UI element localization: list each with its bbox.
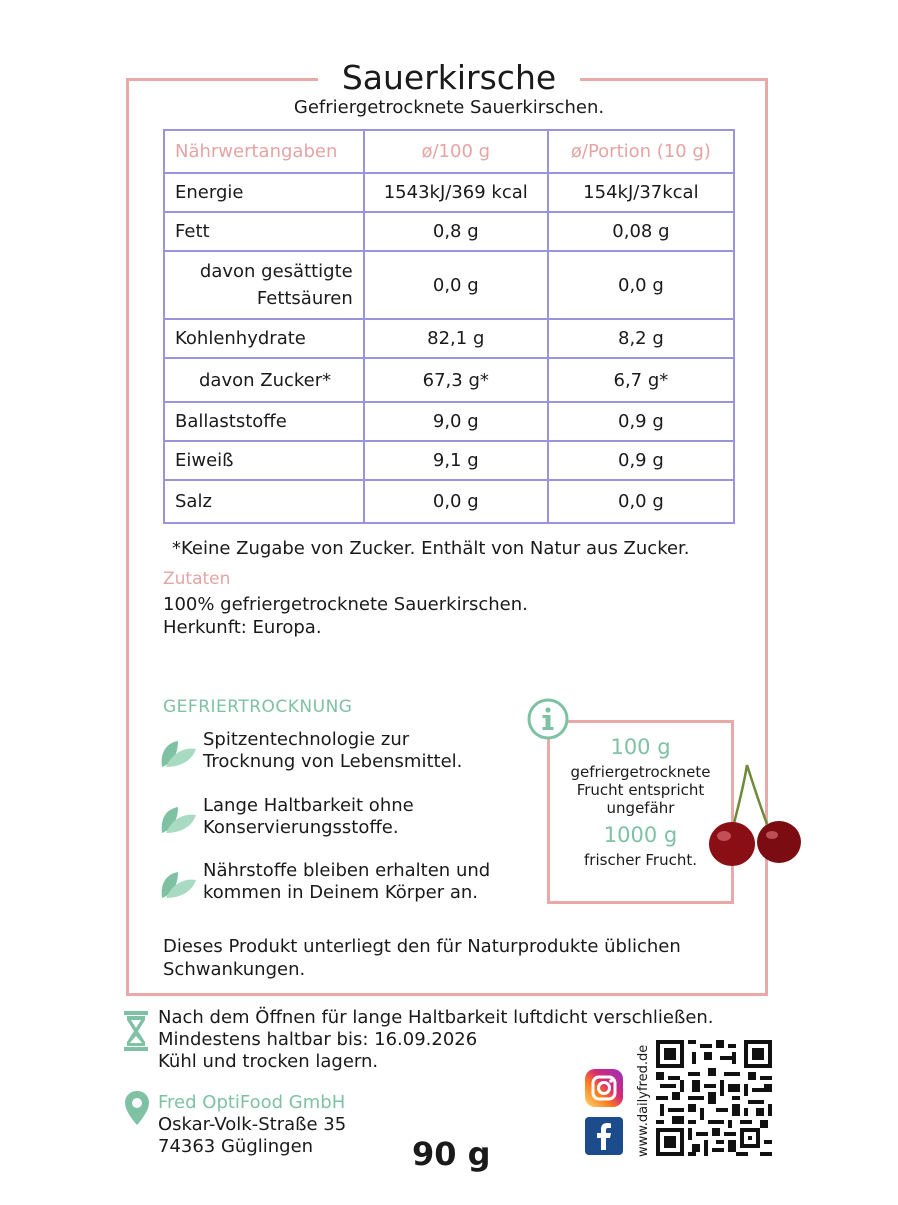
row-label-line1: davon gesättigte: [199, 261, 353, 282]
info-text-line2: Frucht entspricht: [576, 781, 705, 799]
info-amount-fresh: 1000 g: [603, 823, 678, 847]
table-row: [164, 358, 734, 402]
header-per-100g: ø/100 g: [364, 130, 548, 173]
table-row: [164, 173, 734, 212]
row-portion: 0,0 g: [548, 251, 734, 319]
disclaimer: [163, 935, 763, 981]
table-row: [164, 402, 734, 441]
header-nutrition: Nährwertangaben: [164, 130, 364, 173]
row-portion: 6,7 g*: [548, 358, 734, 402]
info-text-line3: ungefähr: [606, 799, 675, 817]
row-label: Energie: [164, 173, 364, 212]
leaf-icon: [158, 799, 198, 835]
table-row: [164, 480, 734, 523]
header-per-portion: ø/Portion (10 g): [548, 130, 734, 173]
row-portion: 0,0 g: [548, 480, 734, 523]
row-label: Kohlenhydrate: [164, 319, 364, 358]
feature-line2: kommen in Deinem Körper an.: [203, 882, 478, 903]
hourglass-icon: [123, 1010, 149, 1052]
row-per100: 0,0 g: [364, 251, 548, 319]
row-per100: 82,1 g: [364, 319, 548, 358]
instagram-icon[interactable]: [584, 1068, 624, 1108]
row-label-line2: Fettsäuren: [256, 288, 353, 309]
table-header-row: [164, 130, 734, 173]
product-title: Sauerkirsche: [318, 56, 580, 100]
row-label: [164, 251, 364, 319]
row-portion: 154kJ/37kcal: [548, 173, 734, 212]
row-portion: 0,08 g: [548, 212, 734, 251]
row-per100: 67,3 g*: [364, 358, 548, 402]
row-per100: 1543kJ/369 kcal: [364, 173, 548, 212]
row-label: Eiweiß: [164, 441, 364, 480]
nutrition-table: [163, 129, 735, 524]
info-icon: [526, 697, 570, 741]
best-before: Mindestens haltbar bis: 16.09.2026: [158, 1029, 478, 1050]
feature-line2: Trocknung von Lebensmittel.: [203, 751, 463, 772]
feature-line1: Lange Haltbarkeit ohne: [203, 795, 414, 816]
row-label: davon Zucker*: [164, 358, 364, 402]
freeze-drying-heading: GEFRIERTROCKNUNG: [163, 697, 353, 717]
product-subtitle: Gefriergetrocknete Sauerkirschen.: [293, 97, 605, 118]
info-text-fresh: frischer Frucht.: [584, 851, 697, 869]
table-row: [164, 319, 734, 358]
disclaimer-line1: Dieses Produkt unterliegt den für Naturprodukte üblichen: [163, 936, 681, 957]
row-portion: 0,9 g: [548, 402, 734, 441]
feature-line1: Nährstoffe bleiben erhalten und: [203, 860, 491, 881]
row-label: Ballaststoffe: [164, 402, 364, 441]
sugar-footnote: *Keine Zugabe von Zucker. Enthält von Natur aus Zucker.: [172, 538, 690, 559]
row-per100: 9,1 g: [364, 441, 548, 480]
row-portion: 8,2 g: [548, 319, 734, 358]
row-per100: 0,8 g: [364, 212, 548, 251]
row-label: Fett: [164, 212, 364, 251]
feature-line1: Spitzentechnologie zur: [203, 729, 410, 750]
info-text-line1: gefriergetrocknete: [570, 763, 711, 781]
row-per100: 0,0 g: [364, 480, 548, 523]
table-row: [164, 212, 734, 251]
leaf-icon: [158, 864, 198, 900]
row-label: Salz: [164, 480, 364, 523]
disclaimer-line2: Schwankungen.: [163, 959, 306, 980]
qr-code[interactable]: [656, 1040, 772, 1156]
company-street: Oskar-Volk-Straße 35: [158, 1114, 347, 1135]
company-address: [158, 1092, 346, 1158]
website-url[interactable]: www.dailyfred.de: [636, 1044, 651, 1157]
company-city: 74363 Güglingen: [158, 1136, 314, 1157]
origin-text: Herkunft: Europa.: [163, 617, 322, 638]
net-weight: 90 g: [412, 1135, 491, 1173]
table-row: [164, 251, 734, 319]
info-amount-dried: 100 g: [610, 735, 671, 759]
ingredients-text: 100% gefriergetrocknete Sauerkirschen.: [163, 594, 528, 615]
feature-line2: Konservierungsstoffe.: [203, 817, 399, 838]
storage-line3: Kühl und trocken lagern.: [158, 1051, 379, 1072]
storage-instructions: [158, 1007, 714, 1073]
company-name: Fred OptiFood GmbH: [158, 1092, 346, 1113]
row-per100: 9,0 g: [364, 402, 548, 441]
facebook-icon[interactable]: [584, 1116, 624, 1156]
storage-line1: Nach dem Öffnen für lange Haltbarkeit luftdicht verschließen.: [158, 1007, 714, 1028]
row-portion: 0,9 g: [548, 441, 734, 480]
table-row: [164, 441, 734, 480]
location-pin-icon: [124, 1090, 150, 1126]
leaf-icon: [158, 733, 198, 769]
ingredients-heading: Zutaten: [163, 569, 231, 589]
cherry-icon: [705, 760, 805, 870]
